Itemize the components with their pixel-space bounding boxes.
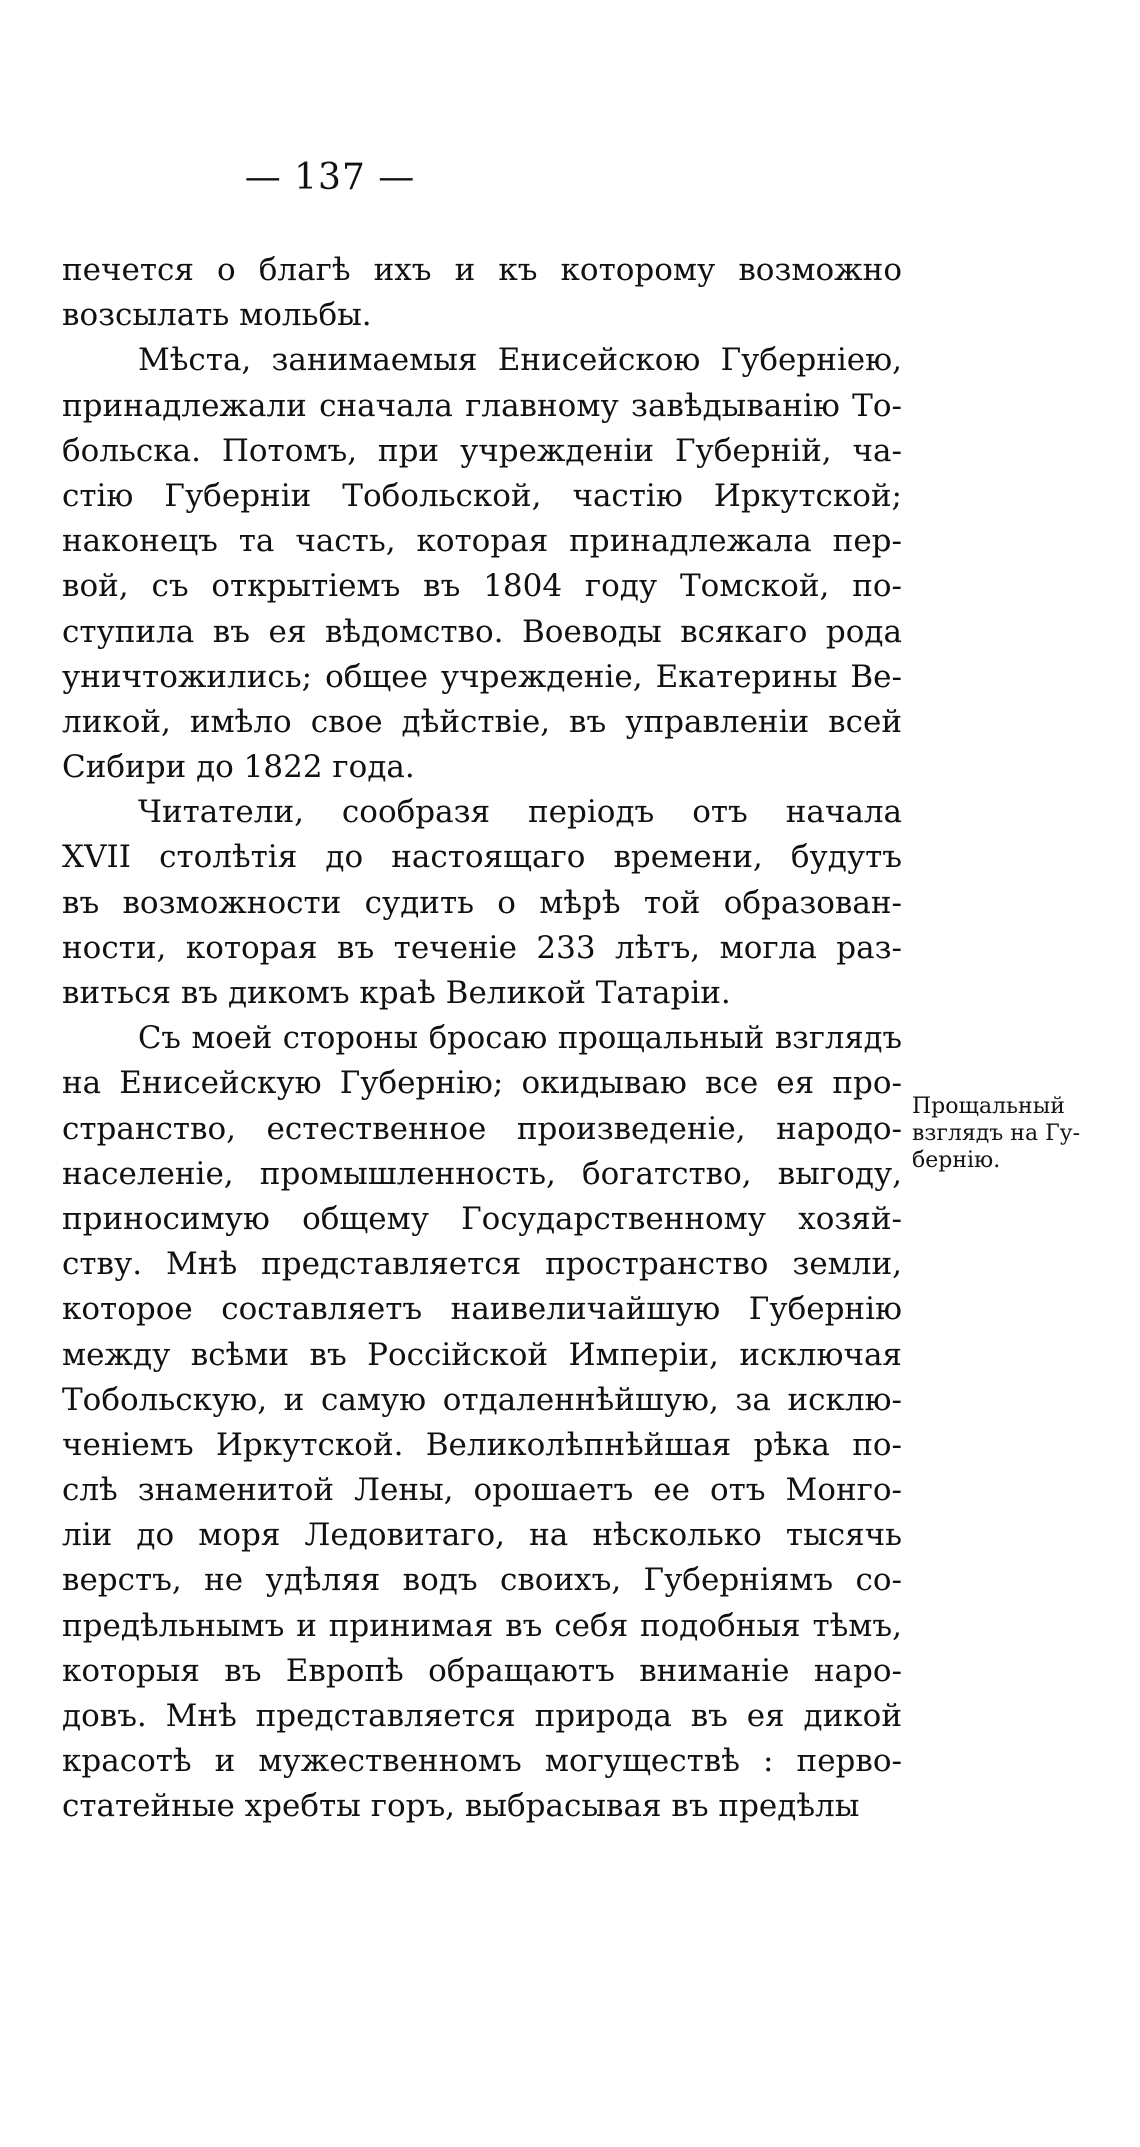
margin-note-line: Прощальный xyxy=(912,1094,1065,1119)
text-line: ченіемъ Иркутской. Великолѣпнѣйшая рѣка по- xyxy=(62,1426,902,1463)
text-line: статейные хребты горъ, выбрасывая въ предѣлы xyxy=(62,1788,860,1825)
text-line: ству. Мнѣ представляется пространство земли, xyxy=(62,1246,902,1283)
text-line: красотѣ и мужественномъ могуществѣ : перво- xyxy=(62,1743,902,1780)
text-line: приносимую общему Государственному хозяй- xyxy=(62,1200,902,1237)
paragraph xyxy=(62,1016,902,1829)
margin-note xyxy=(912,1093,1137,1174)
page-number: — 137 — xyxy=(244,157,416,198)
text-line: Съ моей стороны бросаю прощальный взглядъ xyxy=(138,1021,902,1057)
text-line: между всѣми въ Россійской Имперіи, исключая xyxy=(62,1336,902,1373)
text-line: печется о благѣ ихъ и къ которому возможно xyxy=(62,252,902,288)
text-line: довъ. Мнѣ представляется природа въ ея дикой xyxy=(62,1698,902,1734)
text-line: Мѣста, занимаемыя Енисейскою Губерніею, xyxy=(138,342,902,379)
text-line: возсылать мольбы. xyxy=(62,297,372,334)
margin-note-line: бернію. xyxy=(912,1148,1001,1173)
text-line: ликой, имѣло свое дѣйствіе, въ управленіи всей xyxy=(62,703,902,740)
text-line: странство, естественное произведеніе, народо- xyxy=(62,1110,902,1147)
text-line: ліи до моря Ледовитаго, на нѣсколько тысячь xyxy=(62,1517,902,1554)
text-line: въ возможности судить о мѣрѣ той образован- xyxy=(62,884,902,921)
text-line: предѣльнымъ и принимая въ себя подобныя тѣмъ, xyxy=(62,1607,902,1644)
text-line: принадлежали сначала главному завѣдыванію То- xyxy=(62,387,902,424)
text-line: ности, которая въ теченіе 233 лѣтъ, могла раз- xyxy=(62,929,902,966)
text-line: вой, съ открытіемъ въ 1804 году Томской, по- xyxy=(62,568,902,605)
text-line: XVII столѣтія до настоящаго времени, будутъ xyxy=(62,839,902,876)
text-line: Тобольскую, и самую отдаленнѣйшую, за исклю- xyxy=(62,1381,902,1418)
text-line: на Енисейскую Губернію; окидываю все ея про- xyxy=(62,1065,902,1102)
text-line: населеніе, промышленность, богатство, выгоду, xyxy=(62,1155,902,1192)
main-text-column xyxy=(62,248,902,1830)
paragraph xyxy=(62,338,902,790)
paragraph xyxy=(62,248,902,338)
text-line: верстъ, не удѣляя водъ своихъ, Губерніямъ со- xyxy=(62,1562,902,1599)
text-line: больска. Потомъ, при учрежденіи Губерній, ча- xyxy=(62,432,902,469)
text-line: ступила въ ея вѣдомство. Воеводы всякаго рода xyxy=(62,613,902,650)
text-line: виться въ дикомъ краѣ Великой Татаріи. xyxy=(62,975,731,1011)
text-line: Читатели, сообразя періодъ отъ начала xyxy=(138,794,902,831)
text-line: которыя въ Европѣ обращаютъ вниманіе наро- xyxy=(62,1652,902,1689)
text-line: Сибири до 1822 года. xyxy=(62,749,415,786)
text-line: слѣ знаменитой Лены, орошаетъ ее отъ Монго- xyxy=(62,1472,902,1509)
text-line: уничтожились; общее учрежденіе, Екатерины Ве- xyxy=(62,658,902,695)
margin-note-line: взглядъ на Гу- xyxy=(912,1121,1081,1146)
text-line: стію Губерніи Тобольской, частію Иркутской; xyxy=(62,477,902,514)
paragraph xyxy=(62,790,902,1016)
text-line: наконецъ та часть, которая принадлежала пер- xyxy=(62,523,902,560)
text-line: которое составляетъ наивеличайшую Губернію xyxy=(62,1291,902,1328)
